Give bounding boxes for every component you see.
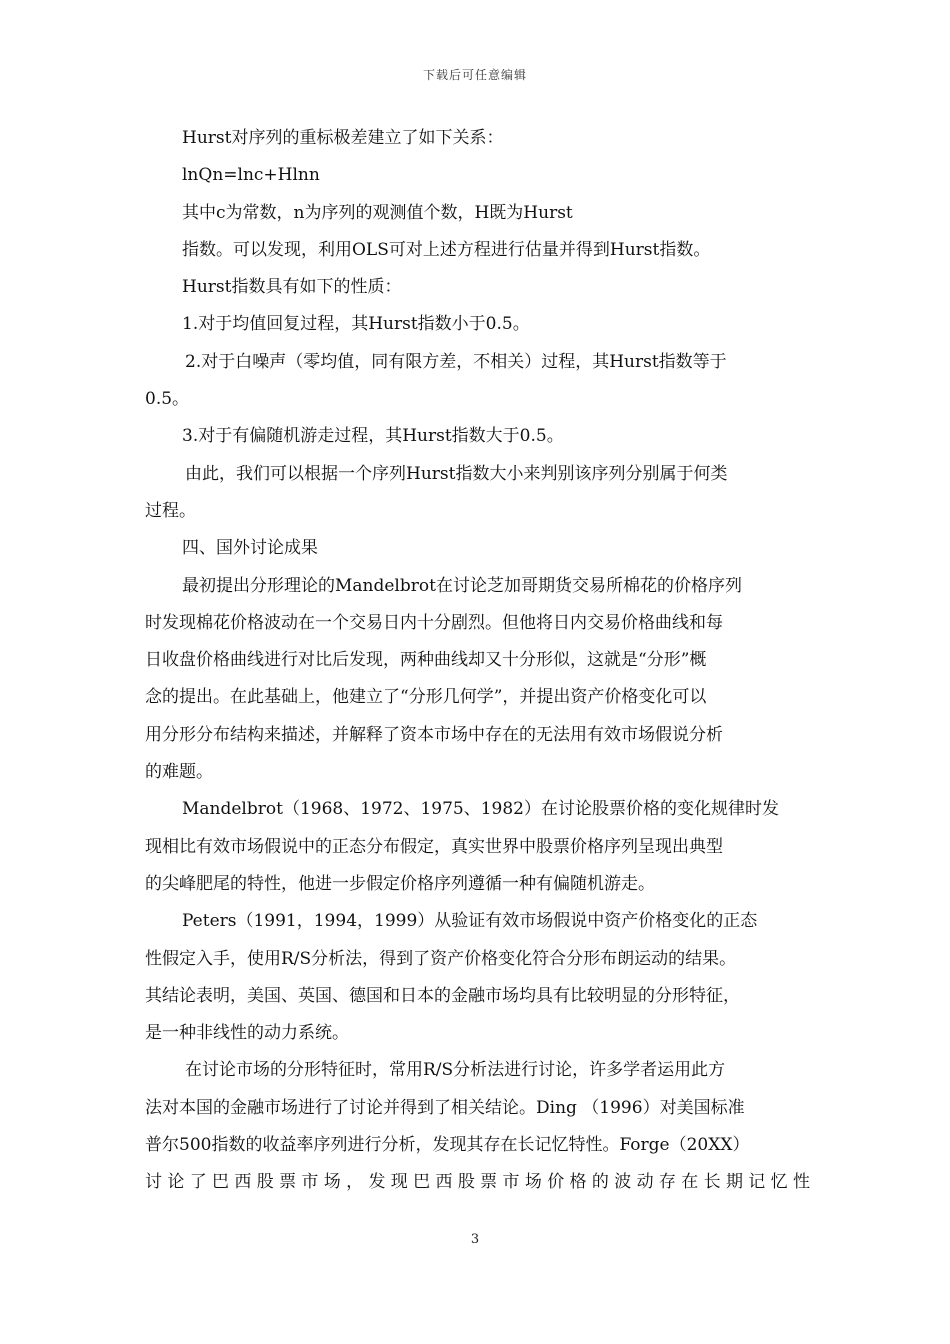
paragraph-line: 日收盘价格曲线进行对比后发现，两种曲线却又十分形似，这就是“分形”概 [145,650,707,671]
paragraph-line: Hurst对序列的重标极差建立了如下关系： [182,128,504,148]
paragraph-line: 的尖峰肥尾的特性，他进一步假定价格序列遵循一种有偏随机游走。 [145,873,655,894]
paragraph-line: Mandelbrot（1968、1972、1975、1982）在讨论股票价格的变化规律时发 [182,799,779,820]
section-heading: 四、国外讨论成果 [182,538,318,559]
paragraph-line: 讨论了巴西股票市场，发现巴西股票市场价格的波动存在长期记忆性 [145,1172,810,1193]
paragraph-line: 是一种非线性的动力系统。 [145,1023,349,1044]
paragraph-line: Peters（1991，1994，1999）从验证有效市场假说中资产价格变化的正态 [182,911,758,932]
paragraph-line: 由此，我们可以根据一个序列Hurst指数大小来判别该序列分别属于何类 [185,463,728,484]
paragraph-line: 念的提出。在此基础上，他建立了“分形几何学”，并提出资产价格变化可以 [145,687,707,708]
paragraph-line: 在讨论市场的分形特征时，常用R/S分析法进行讨论，许多学者运用此方 [185,1060,726,1081]
paragraph-line: 其中c为常数，n为序列的观测值个数，H既为Hurst [182,202,573,223]
page-number: 3 [470,1232,480,1247]
formula-line: lnQn=lnc+Hlnn [182,165,320,186]
paragraph-line: 性假定入手，使用R/S分析法，得到了资产价格变化符合分形布朗运动的结果。 [145,948,737,969]
paragraph-line: 法对本国的金融市场进行了讨论并得到了相关结论。Ding （1996）对美国标准 [145,1097,745,1118]
paragraph-line: 过程。 [145,500,196,521]
paragraph-line: 0.5。 [145,389,190,410]
document-body [145,120,810,1202]
paragraph-line: 用分形分布结构来描述，并解释了资本市场中存在的无法用有效市场假说分析 [145,724,723,745]
paragraph-line: 最初提出分形理论的Mandelbrot在讨论芝加哥期货交易所棉花的价格序列 [182,575,742,596]
paragraph-line: 其结论表明，美国、英国、德国和日本的金融市场均具有比较明显的分形特征， [145,985,740,1006]
list-item: 2.对于白噪声（零均值，同有限方差，不相关）过程，其Hurst指数等于 [185,351,727,372]
list-item: 3.对于有偏随机游走过程，其Hurst指数大于0.5。 [182,426,564,447]
list-item: 1.对于均值回复过程，其Hurst指数小于0.5。 [182,314,530,335]
paragraph-line: 的难题。 [145,762,213,783]
paragraph-line: 现相比有效市场假说中的正态分布假定，真实世界中股票价格序列呈现出典型 [145,836,723,857]
paragraph-line: 时发现棉花价格波动在一个交易日内十分剧烈。但他将日内交易价格曲线和每 [145,612,723,633]
page-header: 下载后可任意编辑 [422,68,527,82]
paragraph-line: Hurst指数具有如下的性质： [182,277,402,298]
paragraph-line: 普尔500指数的收益率序列进行分析，发现其存在长记忆特性。Forge（20XX） [145,1135,750,1156]
paragraph-line: 指数。可以发现，利用OLS可对上述方程进行估量并得到Hurst指数。 [182,239,711,260]
